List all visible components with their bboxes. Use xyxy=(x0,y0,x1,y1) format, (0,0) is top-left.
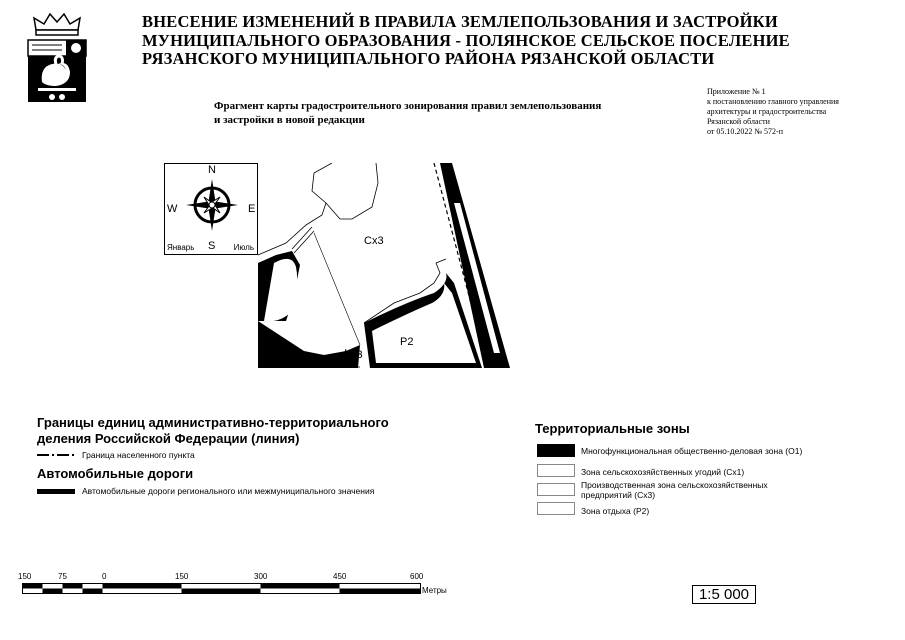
legend-label-line: Производственная зона сельскохозяйственных xyxy=(581,480,768,490)
title-line: ВНЕСЕНИЕ ИЗМЕНЕНИЙ В ПРАВИЛА ЗЕМЛЕПОЛЬЗОВАНИЯ И ЗАСТРОЙКИ xyxy=(142,12,778,31)
legend-label-cx3 xyxy=(581,480,768,500)
compass-month-right: Июль xyxy=(233,243,254,252)
subtitle-line: Фрагмент карты градостроительного зонирования правил землепользования xyxy=(214,100,602,112)
legend-label-o1: Многофункциональная общественно-деловая зона (О1) xyxy=(581,446,803,456)
document-title xyxy=(142,13,862,69)
legend-label-p2: Зона отдыха (Р2) xyxy=(581,506,650,516)
legend-swatch-cx1 xyxy=(537,464,575,477)
scale-bar-graphic xyxy=(22,583,422,595)
scale-ratio: 1:5 000 xyxy=(692,585,756,604)
road-item-label: Автомобильные дороги регионального или межмуниципального значения xyxy=(82,486,375,496)
compass-south: S xyxy=(208,240,216,252)
title-line: МУНИЦИПАЛЬНОГО ОБРАЗОВАНИЯ - ПОЛЯНСКОЕ СЕЛЬСКОЕ ПОСЕЛЕНИЕ xyxy=(142,30,790,50)
scale-tick-label: 450 xyxy=(333,572,347,581)
legend-label-cx1: Зона сельскохозяйственных угодий (Сх1) xyxy=(581,467,745,477)
scale-bar xyxy=(16,572,456,600)
compass-rose xyxy=(164,163,258,255)
boundaries-heading xyxy=(37,415,389,447)
scale-tick-label: 600 xyxy=(410,572,424,581)
boundary-line-symbol xyxy=(37,452,77,458)
legend-swatch-o1 xyxy=(537,444,575,457)
map-subtitle xyxy=(214,99,684,127)
appendix-line: архитектуры и градостроительства xyxy=(707,107,827,116)
appendix-line: Приложение № 1 xyxy=(707,87,766,96)
scale-tick-label: 0 xyxy=(102,572,107,581)
compass-north: N xyxy=(208,164,216,176)
boundary-item-label: Граница населенного пункта xyxy=(82,450,195,460)
heading-line: Границы единиц административно-территориального xyxy=(37,415,389,430)
coat-of-arms-icon xyxy=(22,12,92,112)
title-line: РЯЗАНСКОГО МУНИЦИПАЛЬНОГО РАЙОНА РЯЗАНСКОЙ ОБЛАСТИ xyxy=(142,49,715,68)
compass-west: W xyxy=(167,203,178,215)
scale-tick-label: 300 xyxy=(254,572,268,581)
scale-unit: Метры xyxy=(422,586,447,595)
road-symbol xyxy=(37,489,75,494)
zone-label-cx3: Сх3 xyxy=(343,349,363,361)
appendix-note xyxy=(707,87,887,137)
scale-tick-label: 75 xyxy=(58,572,67,581)
legend-swatch-p2 xyxy=(537,502,575,515)
compass-icon xyxy=(185,178,239,232)
zone-label-p2: Р2 xyxy=(400,336,414,348)
appendix-line: Рязанской области xyxy=(707,117,770,126)
appendix-line: от 05.10.2022 № 572-п xyxy=(707,127,783,136)
subtitle-line: и застройки в новой редакции xyxy=(214,114,365,126)
roads-heading: Автомобильные дороги xyxy=(37,466,194,481)
zone-label-cx3: Сх3 xyxy=(364,235,384,247)
compass-east: E xyxy=(248,203,256,215)
compass-month-left: Январь xyxy=(167,243,195,252)
zones-heading: Территориальные зоны xyxy=(535,421,690,436)
legend-swatch-cx3 xyxy=(537,483,575,496)
heading-line: деления Российской Федерации (линия) xyxy=(37,431,300,446)
scale-tick-label: 150 xyxy=(18,572,32,581)
appendix-line: к постановлению главного управления xyxy=(707,97,839,106)
legend-label-line: предприятий (Сх3) xyxy=(581,490,656,500)
scale-tick-label: 150 xyxy=(175,572,189,581)
